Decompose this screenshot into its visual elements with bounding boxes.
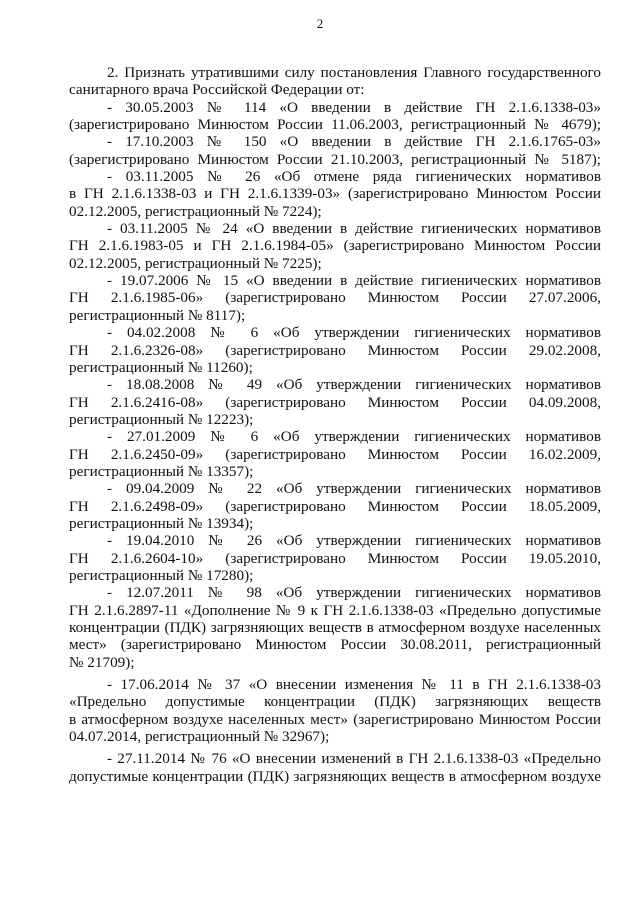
list-item-line: концентрации (ПДК) загрязняющих веществ в атмосферном воздухе населенных	[69, 619, 601, 636]
list-item-line: - 03.11.2005 № 24 «О введении в действие гигиенических нормативов	[107, 220, 601, 238]
list-item-line: ГН 2.1.6.1983-05 и ГН 2.1.6.1984-05» (зарегистрировано Минюстом России	[69, 237, 601, 255]
list-item-line: допустимые концентрации (ПДК) загрязняющих веществ в атмосферном воздухе	[69, 767, 601, 785]
list-item-line: 02.12.2005, регистрационный № 7224);	[69, 202, 322, 220]
body-text	[69, 64, 601, 785]
list-item-line: 02.12.2005, регистрационный № 7225);	[69, 254, 322, 272]
list-item-line: ГН 2.1.6.1985-06» (зарегистрировано Минюстом России 27.07.2006,	[69, 289, 601, 307]
list-item-line: - 18.08.2008 № 49 «Об утверждении гигиенических нормативов	[107, 376, 601, 394]
paragraph-line: 2. Признать утратившими силу постановления Главного государственного	[107, 64, 601, 81]
list-item-line: - 27.11.2014 № 76 «О внесении изменений в ГН 2.1.6.1338-03 «Предельно	[107, 750, 601, 768]
list-item-line: в ГН 2.1.6.1338-03 и ГН 2.1.6.1339-03» (зарегистрировано Минюстом России	[69, 185, 601, 203]
list-item-line: регистрационный № 13934);	[69, 514, 254, 532]
list-item-line: ГН 2.1.6.2416-08» (зарегистрировано Минюстом России 04.09.2008,	[69, 393, 601, 411]
list-item-line: - 27.01.2009 № 6 «Об утверждении гигиенических нормативов	[107, 428, 601, 446]
list-item-line: мест» (зарегистрировано Минюстом России 30.08.2011, регистрационный	[69, 636, 601, 654]
list-item-line: регистрационный № 13357);	[69, 462, 254, 480]
list-item-line: регистрационный № 8117);	[69, 306, 246, 324]
list-item-line: регистрационный № 12223);	[69, 410, 254, 428]
list-item-line: «Предельно допустимые концентрации (ПДК) загрязняющих веществ	[69, 693, 601, 711]
paragraph-line: санитарного врача Российской Федерации от:	[69, 81, 365, 99]
list-item-line: 04.07.2014, регистрационный № 32967);	[69, 728, 330, 746]
list-item-line: регистрационный № 11260);	[69, 358, 253, 376]
list-item-line: ГН 2.1.6.2604-10» (зарегистрировано Минюстом России 19.05.2010,	[69, 549, 601, 567]
list-item-line: ГН 2.1.6.2897-11 «Дополнение № 9 к ГН 2.1.6.1338-03 «Предельно допустимые	[69, 601, 601, 619]
list-item-line: - 19.04.2010 № 26 «Об утверждении гигиенических нормативов	[107, 532, 601, 550]
list-item-line: ГН 2.1.6.2326-08» (зарегистрировано Минюстом России 29.02.2008,	[69, 341, 601, 359]
list-item-line: ГН 2.1.6.2450-09» (зарегистрировано Минюстом России 16.02.2009,	[69, 445, 601, 463]
list-item-line: - 04.02.2008 № 6 «Об утверждении гигиенических нормативов	[107, 324, 601, 342]
list-item-line: - 17.06.2014 № 37 «О внесении изменения № 11 в ГН 2.1.6.1338-03	[107, 676, 601, 694]
list-item-line: регистрационный № 17280);	[69, 566, 254, 584]
list-item-line: (зарегистрировано Минюстом России 11.06.2003, регистрационный № 4679);	[69, 116, 601, 134]
list-item-line: - 12.07.2011 № 98 «Об утверждении гигиенических нормативов	[107, 584, 601, 602]
list-item-line: ГН 2.1.6.2498-09» (зарегистрировано Минюстом России 18.05.2009,	[69, 497, 601, 515]
list-item-line: (зарегистрировано Минюстом России 21.10.2003, регистрационный № 5187);	[69, 150, 601, 168]
list-item-line: № 21709);	[69, 653, 135, 671]
list-item-line: в атмосферном воздухе населенных мест» (зарегистрировано Минюстом России	[69, 710, 601, 728]
list-item-line: - 30.05.2003 № 114 «О введении в действие ГН 2.1.6.1338-03»	[107, 98, 601, 116]
list-item-line: - 19.07.2006 № 15 «О введении в действие гигиенических нормативов	[107, 272, 601, 290]
list-item-line: - 09.04.2009 № 22 «Об утверждении гигиенических нормативов	[107, 480, 601, 498]
page-number: 2	[316, 16, 324, 31]
list-item-line: - 17.10.2003 № 150 «О введении в действие ГН 2.1.6.1765-03»	[107, 133, 601, 151]
list-item-line: - 03.11.2005 № 26 «Об отмене ряда гигиенических нормативов	[107, 168, 601, 186]
